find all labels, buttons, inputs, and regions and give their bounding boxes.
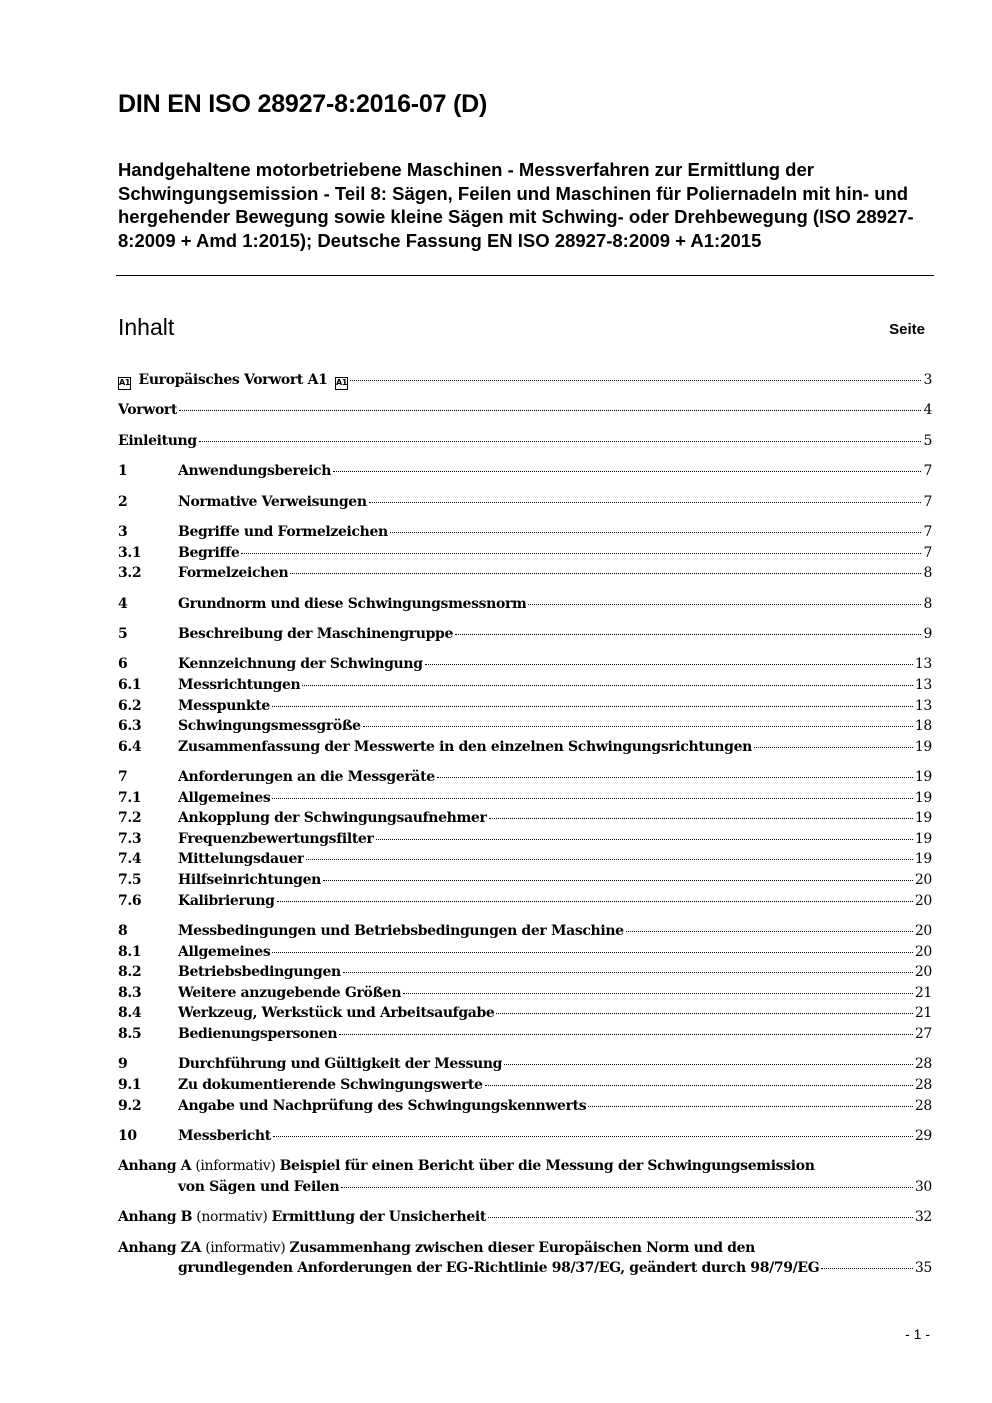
annex-b-label: Anhang B <box>118 1209 193 1226</box>
toc-entry-number: 8.3 <box>118 984 142 1001</box>
dot-leader <box>496 1012 912 1014</box>
toc-entry-page: 29 <box>914 1127 932 1144</box>
toc-entry-8-4[interactable] <box>118 1003 932 1024</box>
toc-entry-label: Messrichtungen <box>178 676 301 693</box>
table-of-contents <box>118 370 932 1279</box>
toc-annex-a-line2[interactable] <box>118 1177 932 1198</box>
toc-entry-number: 7.6 <box>118 892 142 909</box>
toc-entry-label: Mittelungsdauer <box>178 851 305 868</box>
toc-entry-7-2[interactable] <box>118 808 932 829</box>
toc-entry-page: 19 <box>914 738 932 755</box>
toc-entry-page: 7 <box>923 463 932 480</box>
toc-entry-number: 5 <box>118 625 128 642</box>
dot-leader <box>376 838 913 840</box>
toc-entry-label: Kalibrierung <box>178 892 275 909</box>
toc-entry-label: Formelzeichen <box>178 565 289 582</box>
toc-entry-page: 7 <box>923 493 932 510</box>
dot-leader <box>339 1033 913 1035</box>
toc-entry-number: 8.5 <box>118 1026 142 1042</box>
dot-leader <box>343 971 913 973</box>
toc-entry-8[interactable] <box>118 921 932 942</box>
dot-leader <box>403 992 913 994</box>
toc-entry-number: 8.1 <box>118 943 142 960</box>
dot-leader <box>306 858 913 860</box>
toc-entry-label: Angabe und Nachprüfung des Schwingungskennwerts <box>178 1097 587 1114</box>
dot-leader <box>341 1186 913 1188</box>
dot-leader <box>323 879 913 881</box>
toc-entry-label: Messbericht <box>178 1127 271 1144</box>
toc-entry-label: Allgemeines <box>178 789 271 806</box>
amendment-start-icon: A1 <box>118 377 131 390</box>
toc-entry-9-2[interactable] <box>118 1096 932 1117</box>
toc-entry-label: Messpunkte <box>178 697 270 714</box>
toc-entry-page: 20 <box>914 872 932 889</box>
toc-entry-label: Normative Verweisungen <box>178 493 367 510</box>
dot-leader <box>455 633 921 635</box>
toc-entry-page: 7 <box>923 523 932 540</box>
toc-entry-page: 28 <box>914 1056 932 1073</box>
annex-za-title: Zusammenhang zwischen dieser Europäischen Norm und den <box>289 1239 756 1256</box>
toc-entry-page: 20 <box>914 943 932 960</box>
dot-leader <box>821 1267 913 1269</box>
toc-entry-introduction[interactable] <box>118 431 932 452</box>
toc-entry-page: 19 <box>914 851 932 868</box>
document-title: DIN EN ISO 28927-8:2016-07 (D) <box>118 90 488 118</box>
amendment-end-icon: A1 <box>335 377 348 390</box>
toc-entry-8-1[interactable] <box>118 942 932 963</box>
dot-leader <box>272 797 913 799</box>
toc-entry-number: 6.1 <box>118 676 142 693</box>
toc-entry-page: 21 <box>914 1005 932 1022</box>
toc-entry-foreword[interactable] <box>118 400 932 421</box>
toc-entry-label: Einleitung <box>118 432 197 449</box>
dot-leader <box>199 440 922 442</box>
dot-leader <box>437 776 913 778</box>
dot-leader <box>302 684 913 686</box>
toc-entry-6[interactable] <box>118 654 932 675</box>
toc-entry-label: Bedienungspersonen <box>178 1026 338 1042</box>
toc-entry-4[interactable] <box>118 594 932 615</box>
page-number: - 1 - <box>905 1326 930 1342</box>
annex-a-label: Anhang A <box>118 1158 192 1175</box>
toc-entry-number: 6.4 <box>118 738 142 755</box>
dot-leader <box>588 1105 913 1107</box>
toc-entry-label: Schwingungsmessgröße <box>178 718 361 735</box>
toc-entry-page: 4 <box>923 402 932 419</box>
toc-entry-page: 20 <box>914 964 932 981</box>
toc-entry-number: 2 <box>118 493 128 510</box>
toc-entry-3-2[interactable] <box>118 563 932 584</box>
dot-leader <box>277 900 913 902</box>
toc-annex-a-line1[interactable] <box>118 1156 932 1177</box>
toc-entry-page: 28 <box>914 1097 932 1114</box>
toc-entry-9-1[interactable] <box>118 1075 932 1096</box>
toc-entry-6-1[interactable] <box>118 675 932 696</box>
toc-entry-label: Anwendungsbereich <box>178 463 332 480</box>
toc-entry-label: Europäisches Vorwort A1 <box>138 372 328 388</box>
toc-entry-3[interactable] <box>118 522 932 543</box>
toc-entry-number: 1 <box>118 463 128 480</box>
toc-entry-page: 9 <box>923 625 932 642</box>
toc-entry-number: 9 <box>118 1056 128 1073</box>
page-column-label: Seite <box>889 321 925 338</box>
toc-entry-number: 3 <box>118 523 128 540</box>
toc-entry-number: 7.5 <box>118 872 142 889</box>
toc-entry-1[interactable] <box>118 461 932 482</box>
toc-annex-za-line2[interactable] <box>118 1258 932 1279</box>
toc-entry-page: 19 <box>914 830 932 847</box>
toc-heading: Inhalt <box>118 314 175 340</box>
toc-entry-page: 3 <box>923 372 932 388</box>
toc-entry-number: 7.1 <box>118 789 142 806</box>
annex-a-type: (informativ) <box>195 1158 276 1175</box>
dot-leader <box>528 603 921 605</box>
toc-entry-6-3[interactable] <box>118 716 932 737</box>
toc-entry-number: 6 <box>118 656 128 673</box>
toc-entry-label: Hilfseinrichtungen <box>178 872 321 889</box>
toc-entry-label: Begriffe und Formelzeichen <box>178 523 388 540</box>
dot-leader <box>504 1063 913 1065</box>
toc-entry-7-5[interactable] <box>118 870 932 891</box>
toc-entry-8-5[interactable] <box>118 1024 932 1045</box>
toc-entry-7[interactable] <box>118 767 932 788</box>
toc-entry-number: 9.2 <box>118 1097 142 1114</box>
dot-leader <box>363 725 913 727</box>
annex-za-label: Anhang ZA <box>118 1239 202 1256</box>
dot-leader <box>369 501 922 503</box>
toc-entry-page: 7 <box>923 544 932 561</box>
document-subtitle: Handgehaltene motorbetriebene Maschinen - Messverfahren zur Ermittlung der Schwingungsemission - Teil 8: Sägen, Feilen und Maschinen für Poliernadeln mit hin- und hergehender Bewegung sowie kleine Sägen mit Schwing- oder Drehbewegung (ISO 28927-8:2009 + Amd 1:2015); Deutsche Fassung EN ISO 28927-8:2009 + A1:2015 <box>118 159 914 251</box>
toc-entry-number: 8.4 <box>118 1005 142 1022</box>
toc-entry-page: 32 <box>914 1209 932 1226</box>
toc-entry-7-1[interactable] <box>118 788 932 809</box>
toc-entry-page: 30 <box>914 1178 932 1195</box>
toc-entry-page: 27 <box>914 1026 932 1042</box>
dot-leader <box>333 470 921 472</box>
toc-entry-7-6[interactable] <box>118 891 932 912</box>
toc-entry-label: Weitere anzugebende Größen <box>178 984 402 1001</box>
toc-entry-3-1[interactable] <box>118 543 932 564</box>
toc-entry-label: Grundnorm und diese Schwingungsmessnorm <box>178 595 527 612</box>
toc-entry-page: 13 <box>914 676 932 693</box>
toc-entry-page: 13 <box>914 656 932 673</box>
toc-entry-label: Begriffe <box>178 544 240 561</box>
dot-leader <box>626 930 913 932</box>
toc-entry-number: 8.2 <box>118 964 142 981</box>
annex-a-title: Beispiel für einen Bericht über die Messung der Schwingungsemission <box>279 1158 815 1175</box>
toc-entry-label: Anforderungen an die Messgeräte <box>178 769 435 786</box>
dot-leader <box>485 1084 913 1086</box>
toc-entry-european-foreword[interactable] <box>118 370 932 391</box>
toc-entry-6-4[interactable] <box>118 737 932 758</box>
toc-entry-8-2[interactable] <box>118 962 932 983</box>
dot-leader <box>241 552 921 554</box>
toc-entry-8-3[interactable] <box>118 983 932 1004</box>
toc-entry-page: 8 <box>923 595 932 612</box>
dot-leader <box>290 572 921 574</box>
toc-entry-label: Messbedingungen und Betriebsbedingungen der Maschine <box>178 923 624 940</box>
toc-entry-label: Zusammenfassung der Messwerte in den einzelnen Schwingungsrichtungen <box>178 738 752 755</box>
toc-entry-10[interactable] <box>118 1126 932 1147</box>
dot-leader <box>179 409 921 411</box>
toc-entry-label: Zu dokumentierende Schwingungswerte <box>178 1076 483 1093</box>
toc-entry-number: 3.2 <box>118 565 142 582</box>
toc-entry-6-2[interactable] <box>118 696 932 717</box>
toc-annex-za-line1[interactable] <box>118 1238 932 1259</box>
toc-entry-page: 13 <box>914 697 932 714</box>
toc-entry-2[interactable] <box>118 492 932 513</box>
title-divider <box>116 275 934 276</box>
toc-entry-page: 19 <box>914 769 932 786</box>
toc-entry-number: 3.1 <box>118 544 142 561</box>
dot-leader <box>273 1135 913 1137</box>
toc-entry-label: Ankopplung der Schwingungsaufnehmer <box>178 810 487 827</box>
annex-b-title: Ermittlung der Unsicherheit <box>271 1209 486 1226</box>
dot-leader <box>489 817 913 819</box>
toc-entry-7-4[interactable] <box>118 849 932 870</box>
dot-leader <box>350 379 921 381</box>
dot-leader <box>425 663 913 665</box>
toc-entry-5[interactable] <box>118 624 932 645</box>
toc-entry-label: Kennzeichnung der Schwingung <box>178 656 423 673</box>
toc-entry-label: Vorwort <box>118 402 178 419</box>
annex-b-type: (normativ) <box>196 1209 268 1226</box>
toc-entry-number: 9.1 <box>118 1076 142 1093</box>
toc-entry-number: 4 <box>118 595 128 612</box>
dot-leader <box>390 531 922 533</box>
toc-entry-number: 10 <box>118 1127 137 1144</box>
dot-leader <box>272 705 913 707</box>
toc-entry-page: 8 <box>923 565 932 582</box>
toc-entry-number: 6.2 <box>118 697 142 714</box>
toc-entry-label: Allgemeines <box>178 943 271 960</box>
toc-annex-b[interactable] <box>118 1207 932 1228</box>
toc-entry-label: Durchführung und Gültigkeit der Messung <box>178 1056 503 1073</box>
toc-entry-label: Beschreibung der Maschinengruppe <box>178 625 454 642</box>
toc-entry-label: Werkzeug, Werkstück und Arbeitsaufgabe <box>178 1005 495 1022</box>
toc-entry-number: 7.3 <box>118 830 142 847</box>
toc-entry-number: 7.4 <box>118 851 142 868</box>
annex-a-title-cont: von Sägen und Feilen <box>178 1178 340 1195</box>
toc-entry-page: 20 <box>914 923 932 940</box>
toc-entry-page: 21 <box>914 984 932 1001</box>
toc-entry-page: 35 <box>914 1260 932 1277</box>
toc-entry-label: Betriebsbedingungen <box>178 964 341 981</box>
toc-entry-number: 8 <box>118 923 128 940</box>
dot-leader <box>754 746 913 748</box>
toc-entry-page: 19 <box>914 789 932 806</box>
toc-entry-page: 18 <box>914 718 932 735</box>
dot-leader <box>488 1216 913 1218</box>
toc-entry-page: 20 <box>914 892 932 909</box>
dot-leader <box>272 951 913 953</box>
annex-za-type: (informativ) <box>205 1239 286 1256</box>
toc-entry-number: 7 <box>118 769 128 786</box>
annex-za-title-cont: grundlegenden Anforderungen der EG-Richtlinie 98/37/EG, geändert durch 98/79/EG <box>178 1260 820 1277</box>
toc-entry-label: Frequenzbewertungsfilter <box>178 830 374 847</box>
toc-entry-number: 7.2 <box>118 810 142 827</box>
toc-entry-page: 5 <box>923 432 932 449</box>
toc-entry-7-3[interactable] <box>118 829 932 850</box>
toc-entry-page: 28 <box>914 1076 932 1093</box>
toc-entry-number: 6.3 <box>118 718 142 735</box>
toc-entry-page: 19 <box>914 810 932 827</box>
toc-entry-9[interactable] <box>118 1054 932 1075</box>
